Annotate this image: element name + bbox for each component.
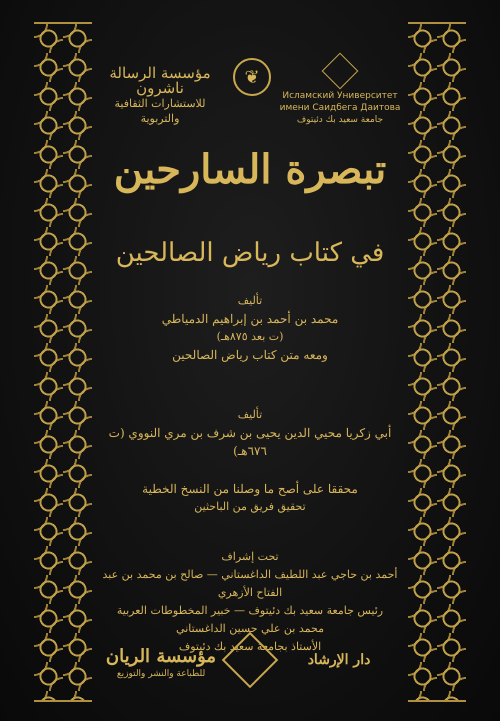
publisher-logos	[96, 48, 404, 125]
footer-left-sub: للطباعة والنشر والتوزيع	[116, 669, 206, 679]
university-name-ru-1: Исламский Университет	[282, 91, 398, 101]
supervision-label: تحت إشراف	[221, 550, 279, 563]
publisher-left-name: مؤسسة الرسالة ناشرون	[109, 64, 211, 97]
edition-line1: محققا على أصح ما وصلنا من النسخ الخطية	[142, 482, 358, 496]
edition-block	[96, 480, 404, 516]
ornament-icon	[222, 632, 279, 689]
second-author-name: أبي زكريا محيي الدين يحيى بن شرف بن مري النووي (ت ٦٧٦هـ)	[108, 426, 392, 458]
with-book: ومعه متن كتاب رياض الصالحين	[172, 348, 328, 362]
book-subtitle: في كتاب رياض الصالحين	[115, 238, 385, 268]
supervision-row2: رئيس جامعة سعيد بك دئيتوف — خبير المخطوطات العربية	[116, 604, 384, 617]
second-author-label: تأليف	[237, 408, 263, 421]
footer-logos	[96, 640, 404, 690]
right-ornamental-border	[408, 22, 466, 702]
university-name-ru-2: имени Саидбега Даитова	[279, 103, 401, 113]
author-block	[96, 292, 404, 364]
author-label: تأليف	[237, 294, 263, 307]
publisher-left	[96, 66, 224, 126]
university-name-ar: جامعة سعيد بك دئيتوف	[296, 115, 384, 125]
supervision-row4: الأستاذ بجامعة سعيد بك دئيتوف	[178, 640, 322, 653]
leaf-logo-icon: ❦	[233, 58, 271, 96]
left-ornamental-border	[34, 22, 92, 702]
footer-right-name: دار الإرشاد	[307, 652, 371, 668]
supervision-row1: أحمد بن حاجي عبد اللطيف الداغستاني — صالح بن محمد بن عبد الفتاح الأزهري	[102, 568, 398, 599]
supervision-row3: محمد بن علي حسين الداغستاني	[176, 622, 324, 635]
footer-left-name: مؤسسة الريان	[105, 646, 217, 667]
footer-publisher-left	[96, 646, 226, 680]
author-name: محمد بن أحمد بن إبراهيم الدمياطي	[161, 312, 339, 326]
edition-line2: تحقيق فريق من الباحثين	[194, 500, 306, 513]
publisher-right	[276, 58, 404, 126]
second-author-block	[96, 406, 404, 460]
university-emblem-icon	[322, 53, 359, 90]
publisher-left-tagline: للاستشارات الثقافية والتربوية	[114, 97, 206, 125]
book-title: تبصرة السارحين	[113, 146, 387, 193]
author-dates: (ت بعد ٨٧٥هـ)	[216, 330, 284, 343]
